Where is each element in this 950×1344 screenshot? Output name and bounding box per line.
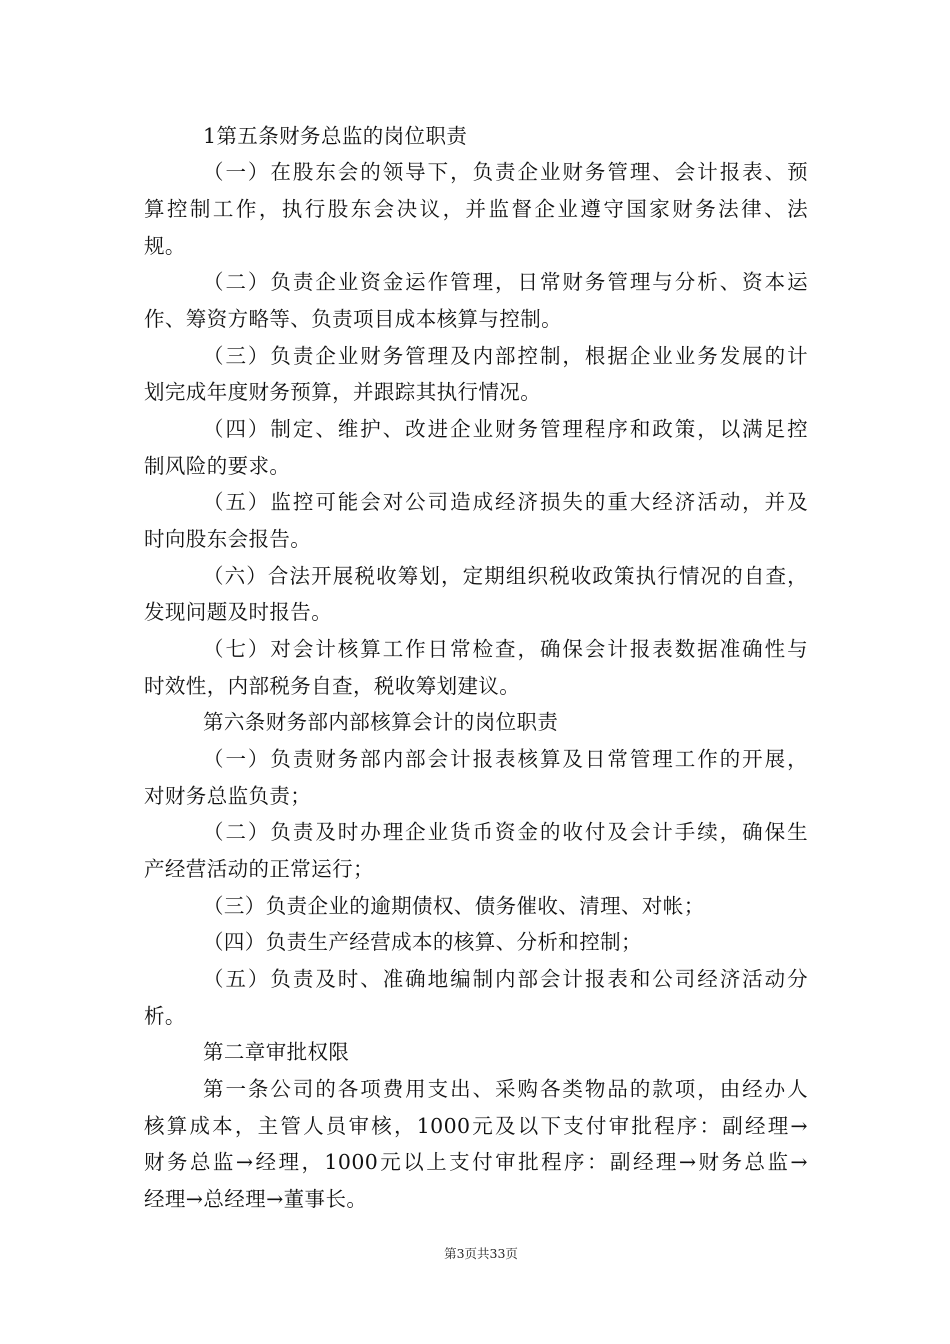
paragraph-line: （五）负责及时、准确地编制内部会计报表和公司经济活动分	[203, 967, 808, 991]
paragraph-line: 规。	[144, 234, 186, 258]
paragraph-line: （六）合法开展税收筹划，定期组织税收政策执行情况的自查，	[203, 564, 808, 588]
paragraph-line: （一）在股东会的领导下，负责企业财务管理、会计报表、预	[203, 160, 808, 184]
paragraph-line: 经理→总经理→董事长。	[144, 1187, 368, 1211]
page-number: 第3页共33页	[444, 1246, 518, 1261]
paragraph-line: 发现问题及时报告。	[144, 600, 333, 624]
paragraph-line: （一）负责财务部内部会计报表核算及日常管理工作的开展，	[203, 747, 808, 771]
paragraph-line: （四）制定、维护、改进企业财务管理程序和政策，以满足控	[203, 417, 808, 441]
paragraph-line: 核算成本，主管人员审核，1000元及以下支付审批程序：副经理→	[144, 1114, 808, 1138]
paragraph-line: 对财务总监负责；	[144, 784, 312, 808]
paragraph-line: 产经营活动的正常运行；	[144, 857, 374, 881]
paragraph-line: （二）负责及时办理企业货币资金的收付及会计手续，确保生	[203, 820, 808, 844]
paragraph-line: （三）负责企业的逾期债权、债务催收、清理、对帐；	[203, 894, 705, 918]
paragraph-line: （四）负责生产经营成本的核算、分析和控制；	[203, 930, 642, 954]
paragraph-line: （三）负责企业财务管理及内部控制，根据企业业务发展的计	[203, 344, 808, 368]
paragraph-line: 时效性，内部税务自查，税收筹划建议。	[144, 674, 521, 698]
section-heading: 第六条财务部内部核算会计的岗位职责	[203, 710, 559, 734]
paragraph-line: 作、筹资方略等、负责项目成本核算与控制。	[144, 307, 562, 331]
paragraph-line: 算控制工作，执行股东会决议，并监督企业遵守国家财务法律、法	[144, 197, 808, 221]
paragraph-line: （二）负责企业资金运作管理，日常财务管理与分析、资本运	[203, 270, 808, 294]
chapter-heading: 第二章审批权限	[203, 1040, 350, 1064]
paragraph-line: （七）对会计核算工作日常检查，确保会计报表数据准确性与	[203, 637, 808, 661]
paragraph-line: 时向股东会报告。	[144, 527, 312, 551]
paragraph-line: 第一条公司的各项费用支出、采购各类物品的款项，由经办人	[203, 1077, 808, 1101]
section-heading: 1第五条财务总监的岗位职责	[203, 124, 468, 148]
paragraph-line: 财务总监→经理，1000元以上支付审批程序：副经理→财务总监→	[144, 1150, 808, 1174]
paragraph-line: 析。	[144, 1004, 186, 1028]
paragraph-line: 制风险的要求。	[144, 454, 291, 478]
paragraph-line: （五）监控可能会对公司造成经济损失的重大经济活动，并及	[203, 490, 808, 514]
paragraph-line: 划完成年度财务预算，并跟踪其执行情况。	[144, 380, 542, 404]
page-footer	[0, 1246, 950, 1262]
